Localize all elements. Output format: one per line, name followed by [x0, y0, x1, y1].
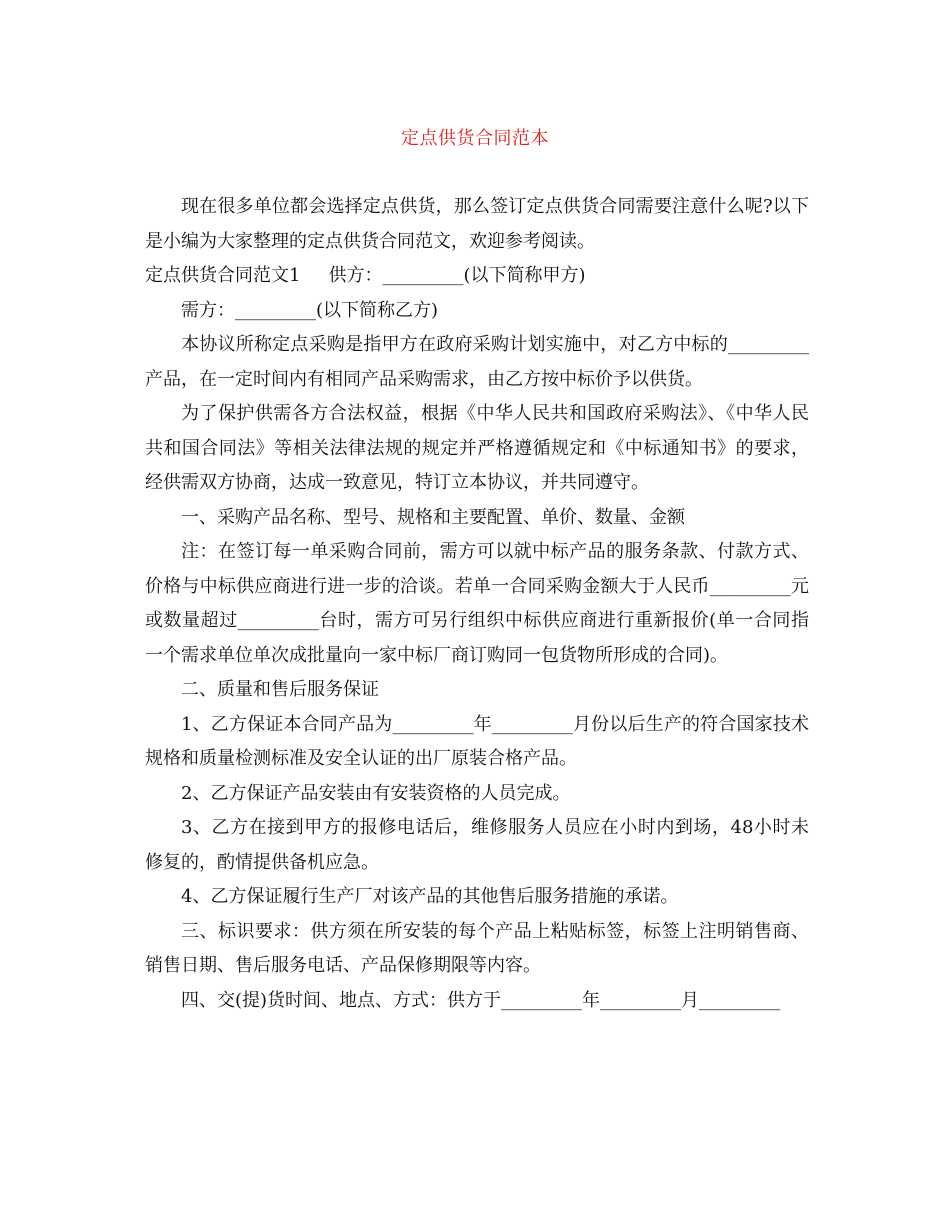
- paragraph-buyer: 需方：_________(以下简称乙方): [181, 299, 439, 321]
- paragraph-legal-basis: 为了保护供需各方合法权益，根据《中华人民共和国政府采购法》、《中华人民共和国合同法》等相关法律法规的规定并严格遵循规定和《中标通知书》的要求，经供需双方协商，达成一致意见，特订立本协议，并共同遵守。: [145, 403, 809, 493]
- paragraph-definition: 本协议所称定点采购是指甲方在政府采购计划实施中，对乙方中标的_________产品，在一定时间内有相同产品采购需求，由乙方按中标价予以供货。: [145, 334, 809, 390]
- clause-3: 3、乙方在接到甲方的报修电话后，维修服务人员应在小时内到场，48小时未修复的，酌情提供备机应急。: [145, 817, 809, 873]
- section-heading-labeling: 三、标识要求：供方须在所安装的每个产品上粘贴标签，标签上注明销售商、销售日期、售后服务电话、产品保修期限等内容。: [145, 920, 809, 976]
- clause-1: 1、乙方保证本合同产品为_________年_________月份以后生产的符合国家技术规格和质量检测标准及安全认证的出厂原装合格产品。: [145, 713, 809, 769]
- paragraph-intro: 现在很多单位都会选择定点供货，那么签订定点供货合同需要注意什么呢?以下是小编为大家整理的定点供货合同范文，欢迎参考阅读。: [145, 196, 809, 252]
- paragraph-sample-heading: [145, 259, 809, 294]
- document-body: [145, 190, 809, 1018]
- section-heading-delivery: 四、交(提)货时间、地点、方式：供方于_________年_________月_________: [181, 989, 781, 1011]
- supplier-line: 供方：_________(以下简称甲方): [328, 265, 586, 286]
- section-heading-products: 一、采购产品名称、型号、规格和主要配置、单价、数量、金额: [181, 506, 685, 528]
- clause-4: 4、乙方保证履行生产厂对该产品的其他售后服务措施的承诺。: [181, 886, 679, 907]
- clause-2: 2、乙方保证产品安装由有安装资格的人员完成。: [181, 782, 571, 804]
- document-title: 定点供货合同范本: [401, 128, 549, 149]
- section-heading-quality: 二、质量和售后服务保证: [181, 679, 379, 700]
- paragraph-note: 注：在签订每一单采购合同前，需方可以就中标产品的服务条款、付款方式、价格与中标供应商进行进一步的洽谈。若单一合同采购金额大于人民币_________元或数量超过_________台时，需方可另行组织中标供应商进行重新报价(单一合同指一个需求单位单次成批量向一家中标厂商订购同一包货物所形成的合同)。: [145, 541, 809, 666]
- sample-heading-label: 定点供货合同范文1: [145, 265, 301, 286]
